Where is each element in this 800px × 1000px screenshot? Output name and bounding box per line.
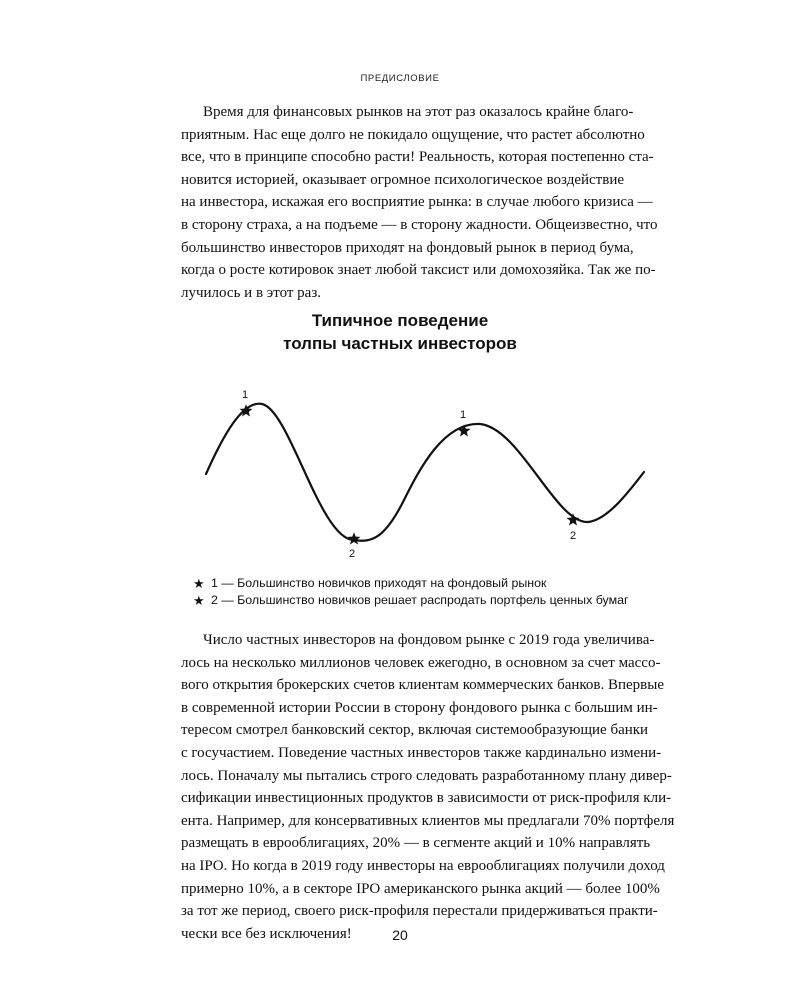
text-line: вого открытия брокерских счетов клиентам коммерческих банков. Впервые [181,677,665,694]
text-line: размещать в еврооблигациях, 20% — в сегменте акций и 10% направлять [181,835,651,852]
text-line: на IPO. Но когда в 2019 году инвесторы на еврооблигациях получили доход [181,857,665,874]
text-line: с госучастием. Поведение частных инвесторов также кардинально измени- [181,744,662,761]
text-line: новится историей, оказывает огромное психологическое воздействие [181,171,624,188]
text-line: все, что в принципе способно расти! Реальность, которая постепенно ста- [181,149,654,166]
text-line: лось на несколько миллионов человек ежегодно, в основном за счет массо- [181,654,661,671]
text-line: Время для финансовых рынков на этот раз оказалось крайне благо- [203,104,634,120]
legend-item-2 [193,592,629,609]
chart-legend [193,575,629,609]
text-line: на инвестора, искажая его восприятие рынка: в случае любого кризиса — [181,194,653,211]
marker-label: 2 [569,530,577,542]
star-icon: ★ [193,576,205,591]
star-icon: ★ [193,593,205,608]
chart-title-line-1: Типичное поведение [311,311,489,330]
legend-item-1 [193,575,629,592]
marker-label: 1 [459,409,467,421]
text-line: приятным. Нас еще долго не покидало ощущение, что растет абсолютно [181,126,645,143]
text-line: сификации инвестиционных продуктов в зависимости от риск-профиля кли- [181,790,672,807]
marker-label: 1 [241,389,249,401]
text-line: примерно 10%, а в секторе IPO американского рынка акций — более 100% [181,880,660,897]
chart-markers [240,389,580,560]
text-line: в сторону страха, а на подъеме — в сторону жадности. Общеизвестно, что [181,216,658,233]
legend-text: 1 — Большинство новичков приходят на фондовый рынок [211,576,547,590]
text-line: чески все без исключения! [181,925,352,942]
chart-title-line-2: толпы частных инвесторов [283,334,517,353]
wave-line [206,404,644,541]
text-line: лучилось и в этот раз. [181,284,322,301]
text-line: когда о росте котировок знает любой таксист или домохозяйка. Так же по- [181,262,656,279]
marker-label: 2 [348,548,356,560]
star-marker-icon [567,513,580,525]
legend-text: 2 — Большинство новичков решает распродать портфель ценных бумаг [211,593,629,607]
star-marker-icon [348,532,361,544]
text-line: ента. Например, для консервативных клиентов мы предлагали 70% портфеля [181,812,675,829]
text-line: лось. Поначалу мы пытались строго следовать разработанному плану дивер- [181,767,672,784]
text-line: Число частных инвесторов на фондовом рынке с 2019 года увеличива- [203,632,655,648]
page-number: 20 [392,927,408,943]
text-line: в современной истории России в сторону фондового рынка с большим ин- [181,699,658,716]
paragraph-2 [181,629,675,945]
running-head: ПРЕДИСЛОВИЕ [360,73,440,84]
text-line: за тот же период, своего риск-профиля перестали придерживаться практи- [181,903,658,920]
text-line: тересом смотрел банковский сектор, включая системообразующие банки [181,722,649,739]
text-line: большинство инвесторов приходят на фондовый рынок в период бума, [181,239,634,256]
